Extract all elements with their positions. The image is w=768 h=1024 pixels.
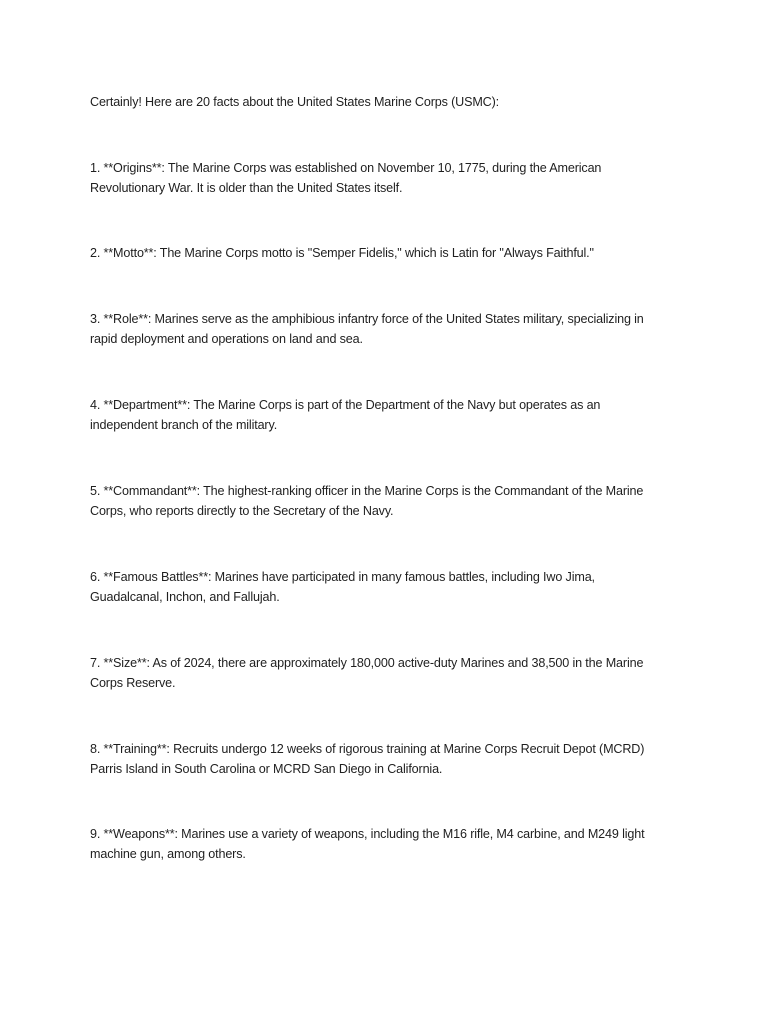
fact-7-line-2: Corps Reserve. (90, 676, 176, 690)
fact-1-line-2: Revolutionary War. It is older than the United States itself. (90, 181, 403, 195)
fact-3-line-2: rapid deployment and operations on land and sea. (90, 332, 363, 346)
intro-line: Certainly! Here are 20 facts about the United States Marine Corps (USMC): (90, 95, 500, 109)
fact-2-line-1: 2. **Motto**: The Marine Corps motto is "Semper Fidelis," which is Latin for "Always Faithful." (90, 246, 594, 260)
fact-4-line-1: 4. **Department**: The Marine Corps is part of the Department of the Navy but operates as an (90, 398, 601, 412)
fact-5-line-1: 5. **Commandant**: The highest-ranking officer in the Marine Corps is the Commandant of the Marine (90, 484, 644, 498)
fact-4-line-2: independent branch of the military. (90, 418, 278, 432)
fact-1-line-1: 1. **Origins**: The Marine Corps was established on November 10, 1775, during the American (90, 161, 602, 175)
fact-8-line-2: Parris Island in South Carolina or MCRD San Diego in California. (90, 762, 443, 776)
fact-9-line-2: machine gun, among others. (90, 847, 246, 861)
fact-5-line-2: Corps, who reports directly to the Secretary of the Navy. (90, 504, 394, 518)
fact-9-line-1: 9. **Weapons**: Marines use a variety of weapons, including the M16 rifle, M4 carbine, and M249 light (90, 827, 645, 841)
fact-6-line-2: Guadalcanal, Inchon, and Fallujah. (90, 590, 280, 604)
fact-7-line-1: 7. **Size**: As of 2024, there are approximately 180,000 active-duty Marines and 38,500 in the Marine (90, 656, 644, 670)
fact-8-line-1: 8. **Training**: Recruits undergo 12 weeks of rigorous training at Marine Corps Recruit Depot (MCRD) (90, 742, 645, 756)
fact-6-line-1: 6. **Famous Battles**: Marines have participated in many famous battles, including Iwo Jima, (90, 570, 595, 584)
fact-3-line-1: 3. **Role**: Marines serve as the amphibious infantry force of the United States military, specializing in (90, 312, 644, 326)
